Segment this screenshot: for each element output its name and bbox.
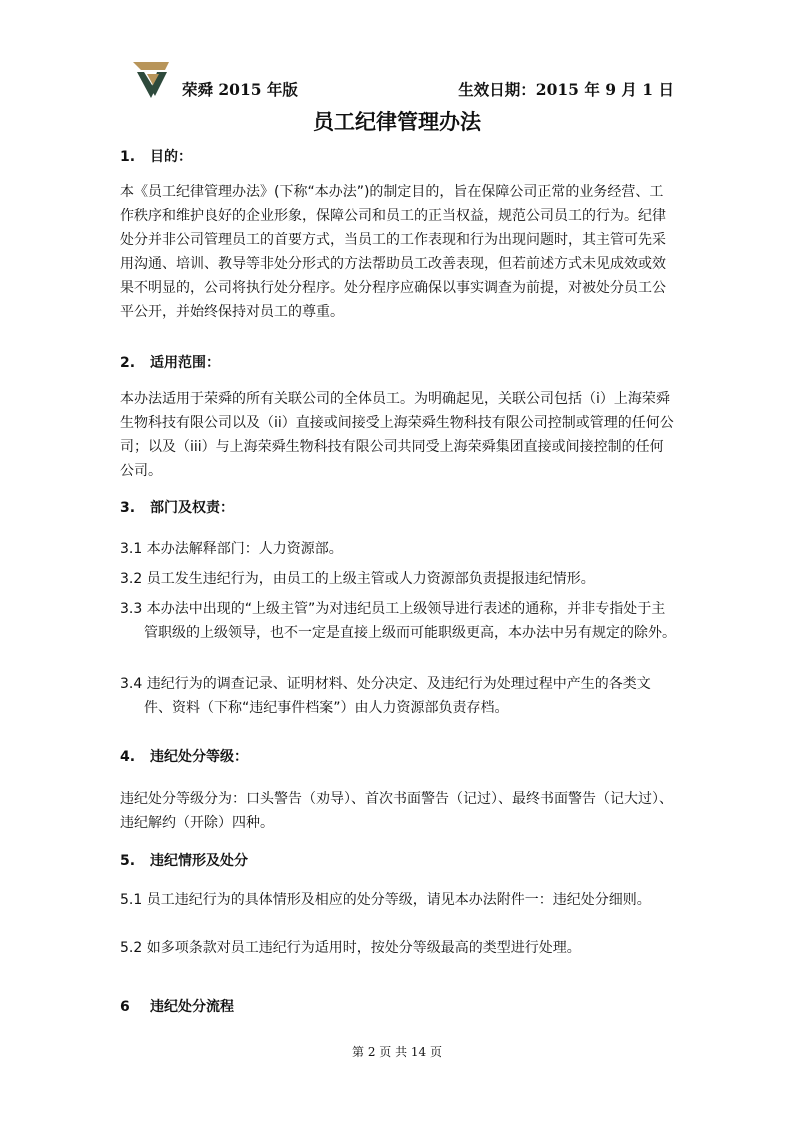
header-edition: 荣舜 2015 年版 [182,80,298,99]
section-number: 4. [120,749,136,765]
section-number: 2. [120,355,136,371]
section-title: 部门及权责： [150,500,234,516]
company-logo [131,58,171,100]
section-title: 违纪处分等级： [150,749,248,765]
list-item: 3.2 员工发生违纪行为，由员工的上级主管或人力资源部负责提报违纪情形。 [120,571,595,587]
section-body: 本办法适用于荣舜的所有关联公司的全体员工。为明确起见，关联公司包括（i）上海荣舜生物科技有限公司以及（ii）直接或间接受上海荣舜生物科技有限公司控制或管理的任何公司；以及（iii）与上海荣舜生物科技有限公司共同受上海荣舜集团直接或间接控制的任何公司。 [120,391,674,479]
section-heading [120,497,234,517]
section-title: 适用范围： [150,355,220,371]
list-item: 5.1 员工违纪行为的具体情形及相应的处分等级，请见本办法附件一：违纪处分细则。 [120,892,651,908]
list-item: 5.2 如多项条款对员工违纪行为适用时，按处分等级最高的类型进行处理。 [120,940,581,956]
header-effective-date: 生效日期：2015 年 9 月 1 日 [458,80,674,99]
page-footer: 第 2 页 共 14 页 [352,1045,442,1059]
document-title: 员工纪律管理办法 [313,109,481,134]
section-number: 1. [120,149,136,165]
section-heading [120,746,248,766]
section-body: 本《员工纪律管理办法》(下称“本办法”)的制定目的，旨在保障公司正常的业务经营、工作秩序和维护良好的企业形象，保障公司和员工的正当权益，规范公司员工的行为。纪律处分并非公司管理员工的首要方式，当员工的工作表现和行为出现问题时，其主管可先采用沟通、培训、教导等非处分形式的方法帮助员工改善表现，但若前述方式未见成效或效果不明显的，公司将执行处分程序。处分程序应确保以事实调查为前提，对被处分员工公平公开，并始终保持对员工的尊重。 [120,184,666,320]
section-number: 5. [120,853,136,869]
section-title: 违纪情形及处分 [150,853,248,869]
section-heading [120,352,220,372]
section-title: 违纪处分流程 [150,999,234,1015]
section-number: 3. [120,500,136,516]
list-item: 3.3 本办法中出现的“上级主管”为对违纪员工上级领导进行表述的通称，并非专指处于主管职级的上级领导，也不一定是直接上级而可能职级更高，本办法中另有规定的除外。 [120,601,676,641]
section-heading [120,146,192,166]
section-heading [120,996,234,1016]
list-item: 3.1 本办法解释部门：人力资源部。 [120,541,343,557]
list-item: 3.4 违纪行为的调查记录、证明材料、处分决定、及违纪行为处理过程中产生的各类文件、资料（下称“违纪事件档案”）由人力资源部负责存档。 [120,676,651,716]
section-number: 6 [120,999,130,1015]
section-heading [120,850,248,870]
section-title: 目的： [150,149,192,165]
section-body: 违纪处分等级分为：口头警告（劝导）、首次书面警告（记过）、最终书面警告（记大过）、违纪解约（开除）四种。 [120,791,673,831]
